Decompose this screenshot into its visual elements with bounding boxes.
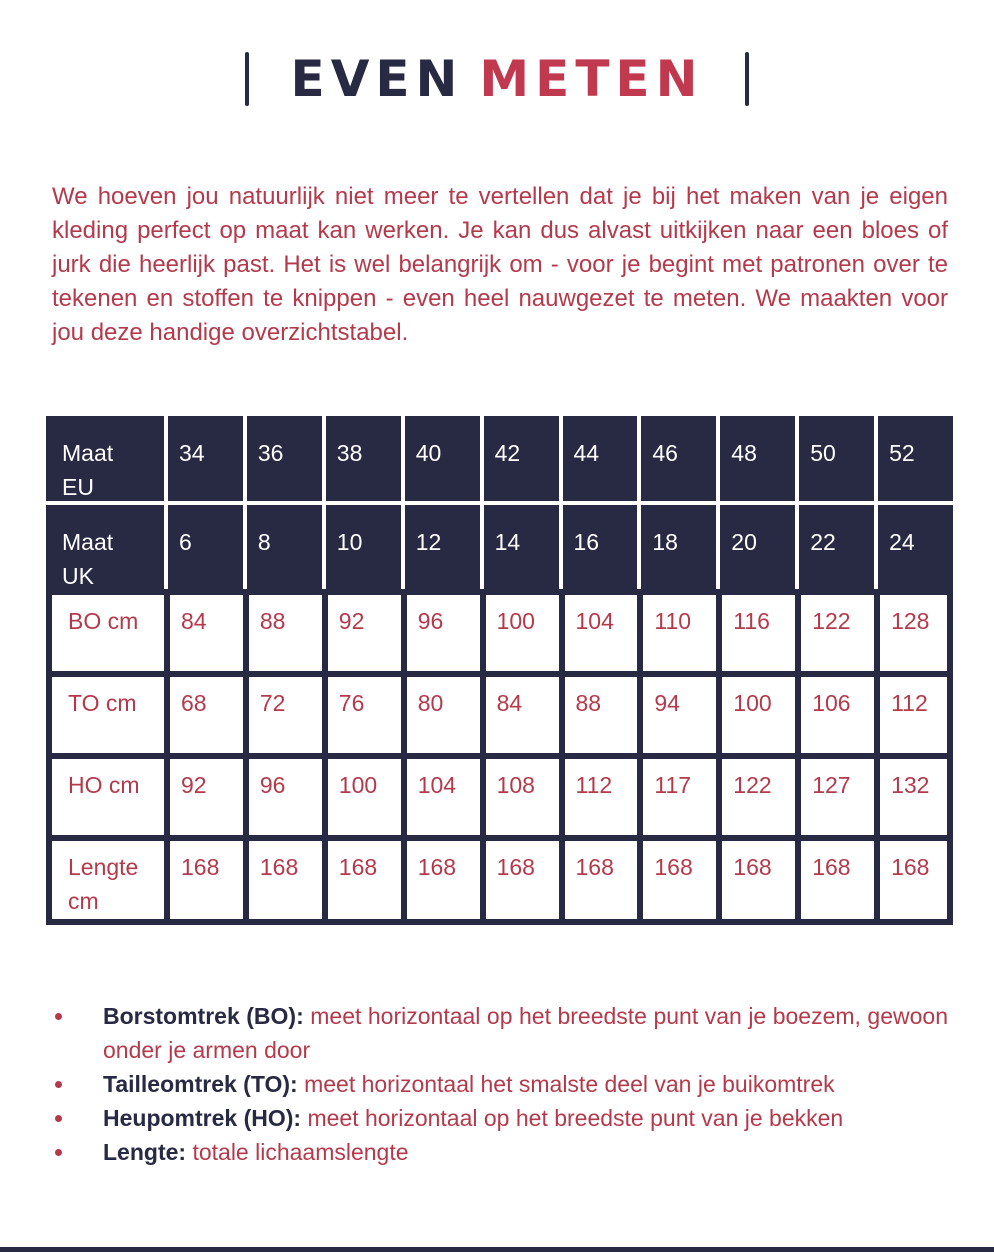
- header-cell: 52: [874, 416, 953, 505]
- intro-paragraph: We hoeven jou natuurlijk niet meer te vertellen dat je bij het maken van je eigen kleding perfect op maat kan werken. Je kan dus alvast uitkijken naar een bloes of jurk die heerlijk past. Het is wel belangrijk om - voor je begint met patronen over te tekenen en stoffen te knippen - even heel nauwgezet te meten. We maakten voor jou deze handige overzichtstabel.: [52, 183, 948, 346]
- bullet-icon: [55, 1081, 62, 1088]
- header-cell: 10: [322, 505, 401, 589]
- table-cell: 92: [322, 589, 401, 671]
- header-cell: 44: [559, 416, 638, 505]
- table-cell: 100: [716, 671, 795, 753]
- table-cell: 168: [637, 835, 716, 925]
- header-cell: 22: [795, 505, 874, 589]
- header-label-text: Maat UK: [62, 529, 114, 589]
- header-label-text: Maat EU: [62, 440, 114, 500]
- page-title: [291, 52, 704, 106]
- header-cell: 20: [716, 505, 795, 589]
- header-cell: 36: [243, 416, 322, 505]
- header-cell: 34: [164, 416, 243, 505]
- row-label-text: HO cm: [68, 772, 140, 798]
- table-cell: 100: [322, 753, 401, 835]
- table-cell: 80: [401, 671, 480, 753]
- table-cell: 108: [480, 753, 559, 835]
- header-cell: 14: [480, 505, 559, 589]
- table-cell: 117: [637, 753, 716, 835]
- header-cell: 16: [559, 505, 638, 589]
- title-divider-left: [245, 52, 249, 106]
- table-cell: 110: [637, 589, 716, 671]
- table-cell: 106: [795, 671, 874, 753]
- bullet-icon: [55, 1149, 62, 1156]
- legend-item: [52, 1135, 948, 1169]
- table-cell: 84: [164, 589, 243, 671]
- legend-term: Borstomtrek (BO):: [103, 1003, 304, 1029]
- header-cell: 6: [164, 505, 243, 589]
- table-cell: 127: [795, 753, 874, 835]
- table-cell: 116: [716, 589, 795, 671]
- table-cell: 96: [243, 753, 322, 835]
- table-cell: 168: [243, 835, 322, 925]
- table-cell: 168: [480, 835, 559, 925]
- table-cell: 122: [716, 753, 795, 835]
- table-cell: 92: [164, 753, 243, 835]
- table-cell: 112: [559, 753, 638, 835]
- header-cell: 50: [795, 416, 874, 505]
- header-cell: 46: [637, 416, 716, 505]
- table-cell: 96: [401, 589, 480, 671]
- bottom-border-bar: [0, 1247, 994, 1252]
- header-label: [46, 416, 164, 505]
- table-cell: 94: [637, 671, 716, 753]
- title-word-even: EVEN: [290, 50, 464, 108]
- legend-term: Lengte:: [103, 1139, 187, 1165]
- legend-item: [52, 1067, 948, 1101]
- table-cell: 168: [322, 835, 401, 925]
- table-cell: 168: [164, 835, 243, 925]
- header-cell: 42: [480, 416, 559, 505]
- table-cell: 76: [322, 671, 401, 753]
- table-cell: 168: [559, 835, 638, 925]
- legend-item: [52, 999, 948, 1067]
- header-label: [46, 505, 164, 589]
- table-cell: 168: [795, 835, 874, 925]
- table-cell: 132: [874, 753, 953, 835]
- title-row: [0, 50, 994, 108]
- legend-item: [52, 1101, 948, 1135]
- header-cell: 48: [716, 416, 795, 505]
- title-divider-right: [745, 52, 749, 106]
- row-label-text: BO cm: [68, 608, 139, 634]
- table-cell: 88: [243, 589, 322, 671]
- table-cell: 112: [874, 671, 953, 753]
- table-cell: 168: [874, 835, 953, 925]
- header-cell: 12: [401, 505, 480, 589]
- legend-description: totale lichaamslengte: [192, 1139, 409, 1165]
- bullet-icon: [55, 1115, 62, 1122]
- table-cell: 68: [164, 671, 243, 753]
- legend-description: meet horizontaal op het breedste punt van je boezem, gewoon onder je armen door: [103, 1003, 949, 1063]
- table-cell: 122: [795, 589, 874, 671]
- table-cell: 100: [480, 589, 559, 671]
- bullet-icon: [55, 1013, 62, 1020]
- row-label: [46, 671, 164, 753]
- legend: [52, 999, 948, 1169]
- table-cell: 168: [401, 835, 480, 925]
- row-label-text: Lengte cm: [68, 854, 139, 914]
- legend-description: meet horizontaal het smalste deel van je buikomtrek: [304, 1071, 835, 1097]
- table-cell: 104: [559, 589, 638, 671]
- table-cell: 128: [874, 589, 953, 671]
- row-label-text: TO cm: [68, 690, 137, 716]
- table-cell: 84: [480, 671, 559, 753]
- row-label: [46, 753, 164, 835]
- table-cell: 88: [559, 671, 638, 753]
- legend-term: Tailleomtrek (TO):: [103, 1071, 298, 1097]
- table-cell: 72: [243, 671, 322, 753]
- page: [0, 50, 994, 1252]
- row-label: [46, 589, 164, 671]
- title-word-meten: METEN: [479, 50, 704, 108]
- row-label: [46, 835, 164, 925]
- header-cell: 38: [322, 416, 401, 505]
- legend-description: meet horizontaal op het breedste punt van je bekken: [307, 1105, 844, 1131]
- table-cell: 104: [401, 753, 480, 835]
- size-table: [46, 416, 953, 925]
- header-cell: 18: [637, 505, 716, 589]
- table-cell: 168: [716, 835, 795, 925]
- legend-term: Heupomtrek (HO):: [103, 1105, 302, 1131]
- header-cell: 24: [874, 505, 953, 589]
- header-cell: 8: [243, 505, 322, 589]
- header-cell: 40: [401, 416, 480, 505]
